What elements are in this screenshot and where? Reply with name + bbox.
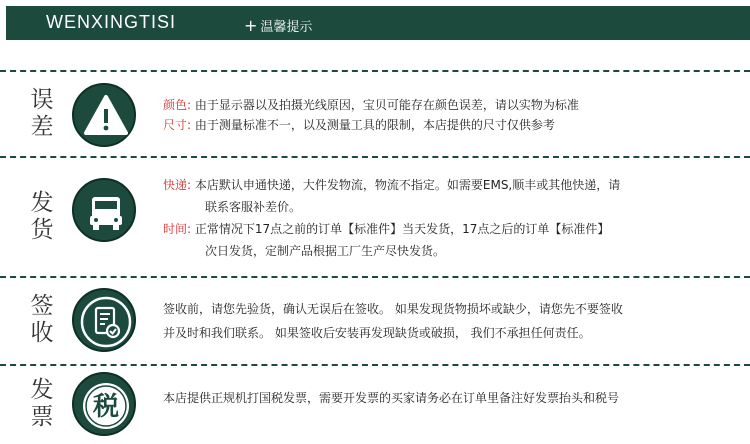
text-line — [163, 115, 579, 135]
label-char: 收 — [30, 320, 54, 346]
text-line — [163, 388, 619, 408]
text-line — [163, 196, 620, 218]
label-char: 误 — [30, 87, 54, 113]
label-char: 签 — [30, 293, 54, 319]
text-line — [163, 240, 620, 262]
tax-icon-text: 税 — [92, 392, 120, 422]
line-key: 时间: — [163, 222, 192, 236]
warning-icon — [72, 83, 136, 147]
header-bar — [6, 6, 750, 40]
section-text — [163, 388, 619, 408]
plus-icon: + — [244, 16, 258, 35]
section-text — [163, 174, 620, 262]
label-char: 货 — [30, 217, 54, 243]
section-receipt — [0, 278, 750, 364]
section-invoice — [0, 366, 750, 444]
truck-icon — [72, 178, 136, 242]
line-text: 正常情况下17点之前的订单【标准件】当天发货，17点之后的订单【标准件】 — [194, 222, 610, 236]
section-text — [163, 95, 579, 135]
text-line — [163, 297, 623, 321]
line-text: 签收前，请您先验货，确认无误后在签收。 如果发现货物损坏或缺少，请您先不要签收 — [163, 302, 623, 316]
document-check-icon — [72, 288, 136, 352]
text-line — [163, 321, 623, 345]
section-label — [27, 87, 57, 141]
section-shipping — [0, 158, 750, 276]
line-text: 次日发货，定制产品根据工厂生产尽快发货。 — [205, 244, 446, 258]
section-label — [27, 190, 57, 244]
label-char: 发 — [30, 190, 54, 216]
text-line — [163, 174, 620, 196]
line-key: 颜色: — [163, 98, 192, 112]
line-text: 由于显示器以及拍摄光线原因，宝贝可能存在颜色误差，请以实物为标准 — [194, 98, 579, 112]
text-line — [163, 218, 620, 240]
line-text: 并及时和我们联系。 如果签收后安装再发现缺货或破损， 我们不承担任何责任。 — [163, 326, 591, 340]
label-char: 票 — [30, 404, 54, 430]
section-label — [27, 293, 57, 347]
section-error — [0, 72, 750, 156]
label-char: 发 — [30, 377, 54, 403]
line-key: 尺寸: — [163, 118, 192, 132]
text-line — [163, 95, 579, 115]
line-text: 联系客服补差价。 — [205, 200, 302, 214]
line-key: 快递: — [163, 178, 192, 192]
subtitle-text: 温馨提示 — [260, 20, 313, 35]
section-label — [27, 377, 57, 431]
header-subtitle — [244, 16, 312, 35]
tax-icon — [72, 372, 136, 436]
line-text: 本店默认申通快递，大件发物流，物流不指定。如需要EMS,顺丰或其他快递，请 — [194, 178, 621, 192]
label-char: 差 — [30, 114, 54, 140]
line-text: 由于测量标准不一，以及测量工具的限制，本店提供的尺寸仅供参考 — [194, 118, 555, 132]
brand-name: WENXINGTISI — [46, 12, 177, 32]
line-text: 本店提供正规机打国税发票，需要开发票的买家请务必在订单里备注好发票抬头和税号 — [163, 391, 620, 405]
section-text — [163, 297, 623, 345]
